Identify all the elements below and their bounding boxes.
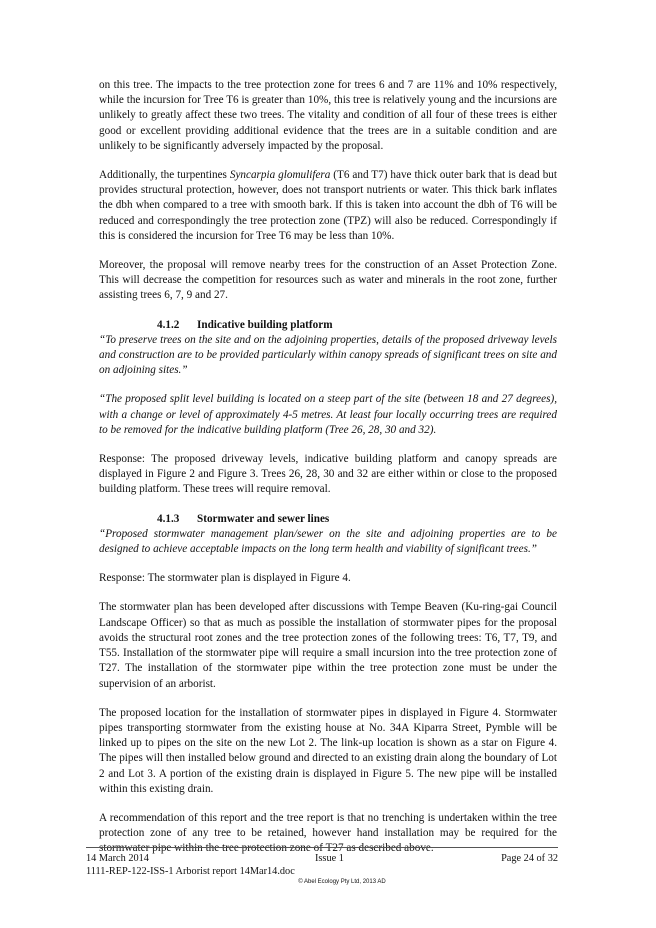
section-title: Stormwater and sewer lines (197, 512, 330, 525)
text-run: Additionally, the turpentines (99, 169, 230, 182)
quote-paragraph: “Proposed stormwater management plan/sewer on the site and adjoining properties are to be designed to achieve acceptable impacts on the long term health and viability of significant trees.” (99, 527, 557, 556)
response-paragraph: Response: The stormwater plan is displayed in Figure 4. (99, 572, 351, 585)
section-title: Indicative building platform (197, 318, 333, 331)
footer-page-number: Page 24 of 32 (501, 853, 558, 864)
quote-paragraph: “To preserve trees on the site and on the adjoining properties, details of the proposed driveway levels and construction are to be provided particularly within canopy spreads of significant trees on site and on adjoining sites.” (99, 333, 557, 377)
footer-divider (86, 847, 558, 848)
paragraph: on this tree. The impacts to the tree protection zone for trees 6 and 7 are 11% and 10% respectively, while the incursion for Tree T6 is greater than 10%, this tree is relatively young and the incursions are unlikely to greatly affect these two trees. The vitality and condition of all four of these trees is either good or excellent providing additional evidence that the trees are in a suitable condition and are unlikely to be significantly adversely impacted by the proposal. (99, 79, 557, 152)
paragraph: The stormwater plan has been developed after discussions with Tempe Beaven (Ku-ring-gai Council Landscape Officer) so that as much as possible the installation of stormwater pipes for the proposal avoids the structural root zones and the tree protection zones of the following trees: T6, T7, T9, and T55. Installation of the stormwater pipe will require a small incursion into the tree protection zone of T27. The installation of the stormwater pipe within the tree protection zone must be under the supervision of an arborist. (99, 601, 557, 690)
quote-paragraph: “The proposed split level building is located on a steep part of the site (between 18 and 27 degrees), with a change or level of approximately 4-5 metres. At least four locally occurring trees are required to be removed for the indicative building platform (Tree 26, 28, 30 and 32). (99, 393, 557, 436)
footer-date: 14 March 2014 (86, 853, 149, 864)
footer-copyright: © Abel Ecology Pty Ltd, 2013 AD (298, 879, 386, 885)
paragraph: Moreover, the proposal will remove nearby trees for the construction of an Asset Protection Zone. This will decrease the competition for resources such as water and minerals in the root zone, further assisting trees 6, 7, 9 and 27. (99, 259, 557, 302)
section-number: 4.1.2 (157, 318, 180, 331)
text-run: (T6 and T7) have thick outer bark that is dead but provides structural protection, however, does not transport nutrients or water. This thick bark inflates the dbh when compared to a tree with smooth bark. If this is taken into account the dbh of T6 will be reduced and correspondingly the tree protection zone (TPZ) will also be reduced. Correspondingly if this is considered the incursion for Tree T6 may be less than 10%. (99, 169, 557, 242)
footer-issue: Issue 1 (315, 853, 344, 864)
species-name: Syncarpia glomulifera (229, 169, 331, 182)
section-heading-4-1-3 (99, 512, 557, 527)
footer-doc-reference: 1111-REP-122-ISS-1 Arborist report 14Mar14.doc (86, 866, 295, 877)
page-footer (86, 852, 558, 887)
paragraph (99, 168, 557, 244)
page-content (99, 78, 557, 857)
paragraph: A recommendation of this report and the tree report is that no trenching is undertaken within the tree protection zone of any tree to be retained, however hand installation may be required for the stormwater pipe within the tree protection zone of T27 as described above. (99, 811, 557, 855)
response-paragraph: Response: The proposed driveway levels, indicative building platform and canopy spreads are displayed in Figure 2 and Figure 3. Trees 26, 28, 30 and 32 are either within or close to the proposed building platform. These trees will require removal. (99, 453, 557, 496)
section-number: 4.1.3 (157, 512, 180, 525)
paragraph: The proposed location for the installation of stormwater pipes in displayed in Figure 4. Stormwater pipes transporting stormwater from the existing house at No. 34A Kiparra Street, Pymble will be linked up to pipes on the site on the new Lot 2. The link-up location is shown as a star on Figure 4. The pipes will then installed below ground and directed to an existing drain along the boundary of Lot 2 and Lot 3. A portion of the existing drain is displayed in Figure 5. The new pipe will be installed within this existing drain. (99, 706, 557, 795)
section-heading-4-1-2 (99, 318, 557, 333)
